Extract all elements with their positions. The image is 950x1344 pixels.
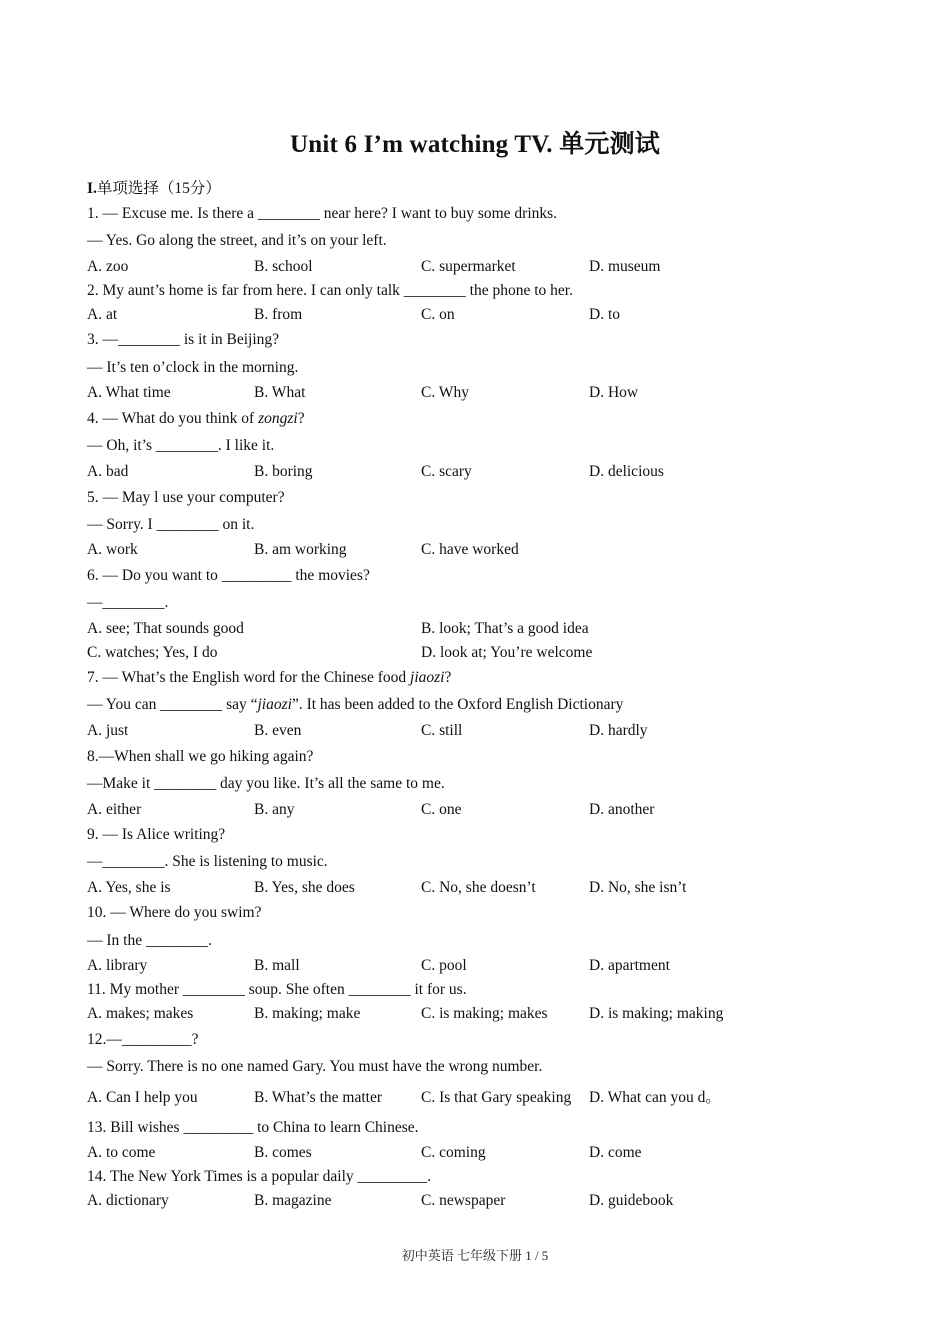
- question-4-stem: [87, 409, 305, 429]
- option: B. am working: [254, 541, 347, 558]
- option: B. making; make: [254, 1005, 361, 1022]
- page-footer: 初中英语 七年级下册 1 / 5: [401, 1248, 549, 1263]
- question-6-options-row1: [87, 619, 867, 639]
- option: D. is making; making: [589, 1005, 724, 1022]
- option: B. magazine: [254, 1192, 332, 1209]
- option: B. school: [254, 258, 313, 275]
- section-label: 单项选择（15分）: [96, 180, 221, 197]
- option: B. even: [254, 722, 302, 739]
- question-6-options-row2: [87, 643, 867, 663]
- question-13-stem: 13. Bill wishes _________ to China to learn Chinese.: [87, 1119, 419, 1136]
- option: B. comes: [254, 1144, 312, 1161]
- question-9-stem: 9. — Is Alice writing?: [87, 826, 226, 843]
- question-14-options: [87, 1191, 867, 1211]
- option: D. apartment: [589, 957, 670, 974]
- question-4-options: [87, 462, 867, 482]
- option: C. is making; makes: [421, 1005, 548, 1022]
- question-10-options: [87, 956, 867, 976]
- question-2-stem: 2. My aunt’s home is far from here. I can only talk ________ the phone to her.: [87, 282, 573, 299]
- option: B. What: [254, 384, 306, 401]
- question-11-stem: 11. My mother ________ soup. She often ________ it for us.: [87, 981, 467, 998]
- option: C. coming: [421, 1144, 486, 1161]
- question-2-options: [87, 305, 867, 325]
- page-title: Unit 6 I’m watching TV. 单元测试: [290, 131, 660, 158]
- option: B. boring: [254, 463, 313, 480]
- option: B. from: [254, 306, 303, 323]
- option: A. makes; makes: [87, 1005, 194, 1022]
- question-7-reply: — You can ________ say “jiaozi”. It has been added to the Oxford English Dictionary: [87, 696, 624, 713]
- question-1-options: [87, 257, 867, 277]
- question-8-stem: 8.—When shall we go hiking again?: [87, 748, 314, 765]
- option: A. work: [87, 541, 138, 558]
- question-12-stem: 12.—_________?: [87, 1031, 199, 1048]
- option: D. come: [589, 1144, 642, 1161]
- option: A. What time: [87, 384, 171, 401]
- option: A. Can I help you: [87, 1089, 198, 1106]
- option: A. dictionary: [87, 1192, 169, 1209]
- option: C. one: [421, 801, 462, 818]
- question-12-reply: — Sorry. There is no one named Gary. You must have the wrong number.: [87, 1058, 543, 1075]
- option: D. to: [589, 306, 620, 323]
- option: D. another: [589, 801, 655, 818]
- option: D. look at; You’re welcome: [421, 644, 593, 661]
- option: C. scary: [421, 463, 472, 480]
- option: A. just: [87, 722, 129, 739]
- question-3-options: [87, 383, 867, 403]
- option: A. library: [87, 957, 148, 974]
- option: C. still: [421, 722, 463, 739]
- option: D. No, she isn’t: [589, 879, 687, 896]
- option: B. Yes, she does: [254, 879, 355, 896]
- option: A. to come: [87, 1144, 156, 1161]
- question-7-options: [87, 721, 867, 741]
- question-6-stem: 6. — Do you want to _________ the movies?: [87, 567, 370, 584]
- question-5-options: [87, 540, 867, 560]
- question-11-options: [87, 1004, 867, 1024]
- section-numeral: I.: [87, 180, 97, 197]
- question-5-reply: — Sorry. I ________ on it.: [87, 516, 255, 533]
- question-8-options: [87, 800, 867, 820]
- option: A. see; That sounds good: [87, 620, 244, 637]
- option: D. What can you d。: [589, 1089, 721, 1106]
- option: D. How: [589, 384, 639, 401]
- question-9-options: [87, 878, 867, 898]
- question-3-reply: — It’s ten o’clock in the morning.: [87, 359, 299, 376]
- option: C. pool: [421, 957, 467, 974]
- question-10-reply: — In the ________.: [87, 932, 212, 949]
- stem-text: 4. — What do you think of zongzi?: [87, 410, 305, 427]
- option: C. on: [421, 306, 455, 323]
- option: B. What’s the matter: [254, 1089, 382, 1106]
- option: B. mall: [254, 957, 300, 974]
- question-12-options: [87, 1088, 867, 1108]
- question-5-stem: 5. — May l use your computer?: [87, 489, 285, 506]
- option: D. guidebook: [589, 1192, 674, 1209]
- option: C. newspaper: [421, 1192, 506, 1209]
- question-4-reply: — Oh, it’s ________. I like it.: [87, 437, 275, 454]
- option: D. museum: [589, 258, 661, 275]
- option: B. look; That’s a good idea: [421, 620, 589, 637]
- option: C. Why: [421, 384, 469, 401]
- option: C. Is that Gary speaking: [421, 1089, 572, 1106]
- option: A. bad: [87, 463, 129, 480]
- option: B. any: [254, 801, 295, 818]
- option: A. at: [87, 306, 118, 323]
- option: D. hardly: [589, 722, 648, 739]
- option: D. delicious: [589, 463, 664, 480]
- option: C. watches; Yes, I do: [87, 644, 218, 661]
- question-14-stem: 14. The New York Times is a popular daily _________.: [87, 1168, 432, 1185]
- question-10-stem: 10. — Where do you swim?: [87, 904, 262, 921]
- question-3-stem: 3. —________ is it in Beijing?: [87, 331, 280, 348]
- option: C. supermarket: [421, 258, 516, 275]
- option: A. Yes, she is: [87, 879, 171, 896]
- option: C. No, she doesn’t: [421, 879, 536, 896]
- question-9-reply: —________. She is listening to music.: [87, 853, 328, 870]
- question-8-reply: —Make it ________ day you like. It’s all the same to me.: [87, 775, 445, 792]
- section-heading: [87, 176, 221, 198]
- question-1-stem: 1. — Excuse me. Is there a ________ near here? I want to buy some drinks.: [87, 205, 558, 222]
- option: A. zoo: [87, 258, 129, 275]
- question-6-reply: —________.: [87, 594, 169, 611]
- question-1-reply: — Yes. Go along the street, and it’s on your left.: [87, 232, 387, 249]
- question-13-options: [87, 1143, 867, 1163]
- option: C. have worked: [421, 541, 519, 558]
- option: A. either: [87, 801, 142, 818]
- question-7-stem: 7. — What’s the English word for the Chinese food jiaozi?: [87, 669, 452, 686]
